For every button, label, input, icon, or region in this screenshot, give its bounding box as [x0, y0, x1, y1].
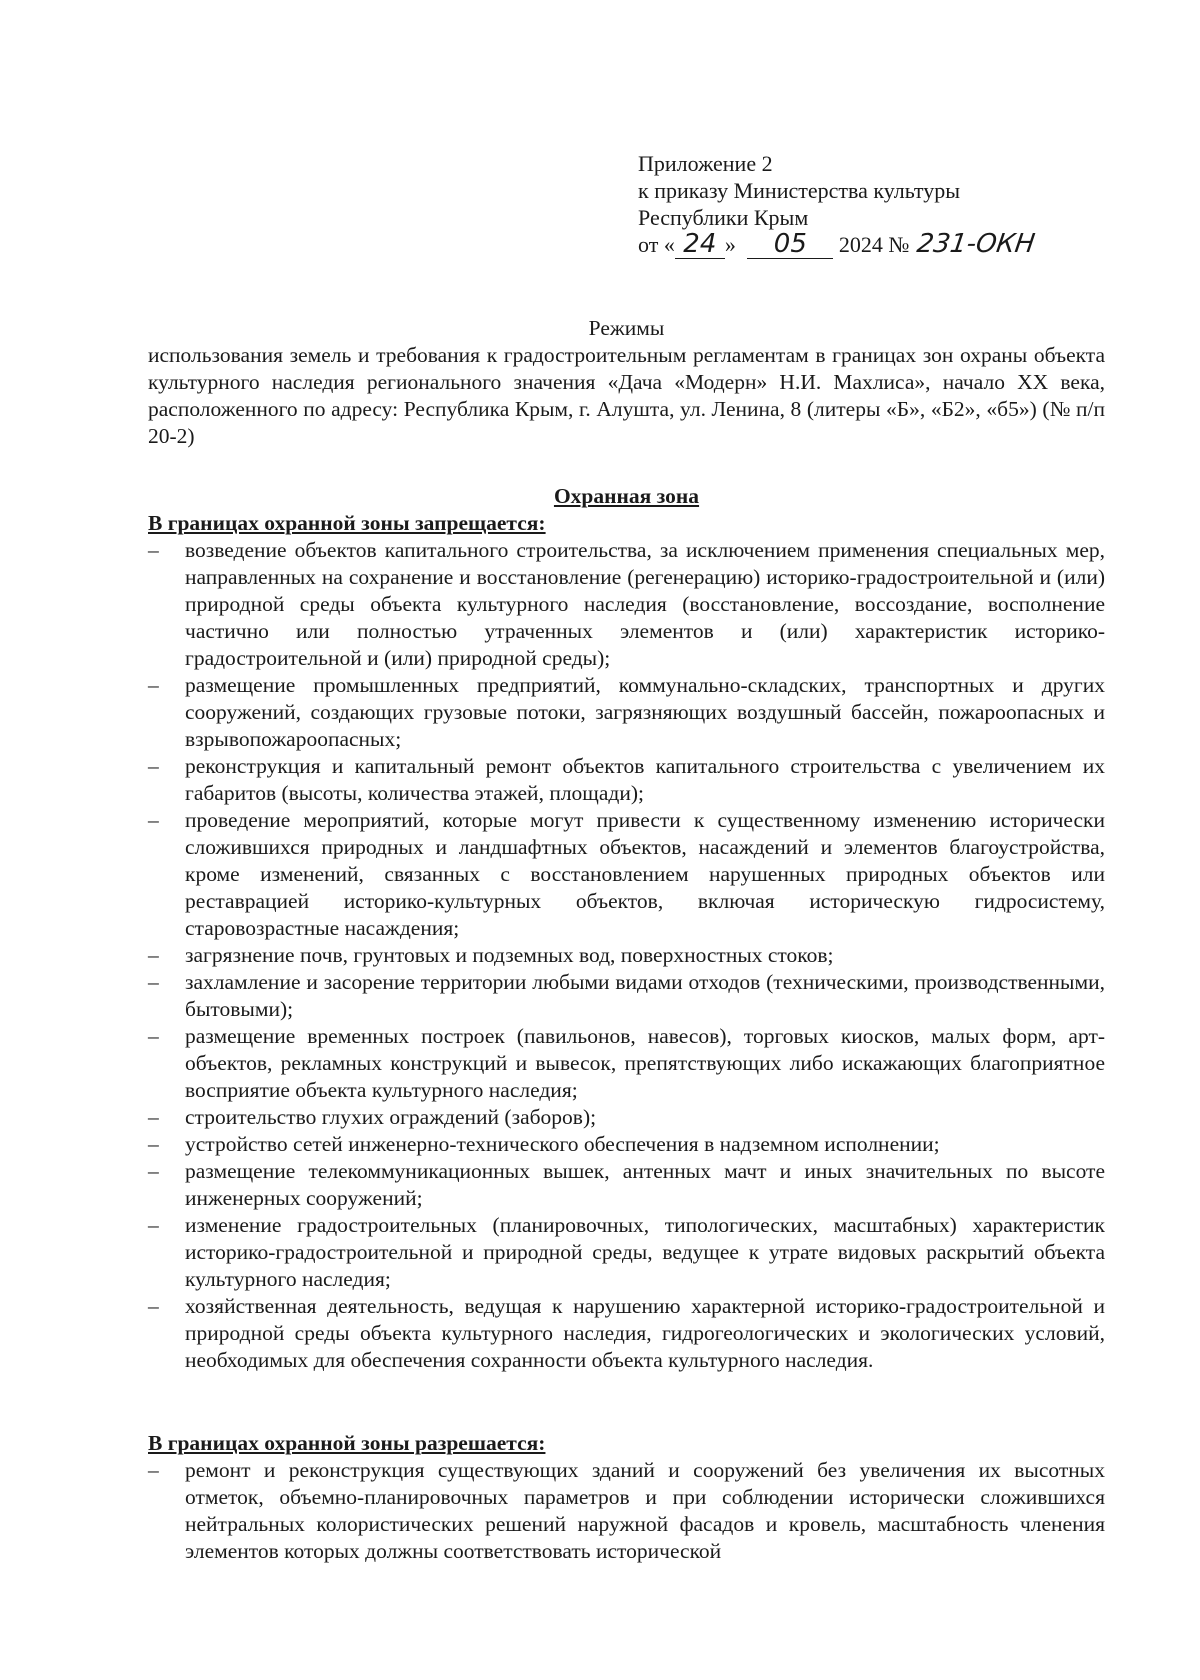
dash-marker: – — [148, 1105, 159, 1129]
list-item — [148, 1457, 1105, 1565]
appendix-line-3: Республики Крым — [638, 205, 809, 230]
dash-marker: – — [148, 1159, 159, 1183]
list-item — [148, 1293, 1105, 1374]
permitted-heading: В границах охранной зоны разрешается: — [148, 1431, 546, 1455]
permitted-list — [148, 1457, 1105, 1565]
prohibited-section — [148, 510, 1105, 1374]
list-item — [148, 1212, 1105, 1293]
list-item-text: загрязнение почв, грунтовых и подземных вод, поверхностных стоков; — [185, 943, 834, 967]
list-item-text: устройство сетей инженерно-технического обеспечения в надземном исполнении; — [185, 1132, 940, 1156]
list-item — [148, 942, 1105, 969]
date-year: 2024 № — [838, 232, 910, 257]
list-item-text: размещение временных построек (павильонов, навесов), торговых киосков, малых форм, арт-объектов, рекламных конструкций и вывесок, препятствующих либо искажающих благоприятное восприятие объекта культурного наследия; — [185, 1024, 1105, 1102]
prohibited-heading: В границах охранной зоны запрещается: — [148, 511, 546, 535]
list-item — [148, 537, 1105, 672]
appendix-date-line — [638, 229, 1037, 259]
appendix-header — [638, 150, 1037, 259]
dash-marker: – — [148, 1024, 159, 1048]
list-item-text: захламление и засорение территории любыми видами отходов (техническими, производственными, бытовыми); — [185, 970, 1105, 1021]
list-item-text: проведение мероприятий, которые могут привести к существенному изменению исторически сложившихся природных и ландшафтных объектов, насаждений и элементов благоустройства, кроме изменений, связанных с восстановлением нарушенных природных объектов или реставрацией историко-культурных объектов, включая историческую гидросистему, старовозрастные насаждения; — [185, 808, 1105, 940]
list-item — [148, 1131, 1105, 1158]
list-item — [148, 672, 1105, 753]
date-mid: » — [724, 232, 736, 257]
list-item-text: размещение телекоммуникационных вышек, антенных мачт и иных значительных по высоте инженерных сооружений; — [185, 1159, 1105, 1210]
dash-marker: – — [148, 538, 159, 562]
list-item — [148, 1158, 1105, 1212]
date-month-handwritten: 05 — [773, 229, 807, 259]
list-item-text: изменение градостроительных (планировочных, типологических, масштабных) характеристик историко-градостроительной и природной среды, ведущее к утрате видовых раскрытий объекта культурного наследия; — [185, 1213, 1105, 1291]
appendix-line-2: к приказу Министерства культуры — [638, 178, 961, 203]
dash-marker: – — [148, 1458, 159, 1482]
list-item-text: ремонт и реконструкция существующих зданий и сооружений без увеличения их высотных отметок, объемно-планировочных параметров и при соблюдении исторически сложившихся нейтральных колористических решений наружной фасадов и кровель, масштабность членения элементов которых должны соответствовать исторической — [185, 1458, 1105, 1563]
list-item-text: размещение промышленных предприятий, коммунально-складских, транспортных и других сооружений, создающих грузовые потоки, загрязняющих воздушный бассейн, пожароопасных и взрывопожароопасных; — [185, 673, 1105, 751]
list-item-text: реконструкция и капитальный ремонт объектов капитального строительства с увеличением их габаритов (высоты, количества этажей, площади); — [185, 754, 1105, 805]
dash-marker: – — [148, 1213, 159, 1237]
prohibited-list — [148, 537, 1105, 1374]
dash-marker: – — [148, 1294, 159, 1318]
dash-marker: – — [148, 943, 159, 967]
dash-marker: – — [148, 1132, 159, 1156]
dash-marker: – — [148, 673, 159, 697]
list-item — [148, 1104, 1105, 1131]
appendix-line-1: Приложение 2 — [638, 151, 773, 176]
list-item — [148, 1023, 1105, 1104]
title-word: Режимы — [588, 316, 665, 340]
list-item — [148, 753, 1105, 807]
list-item-text: возведение объектов капитального строительства, за исключением применения специальных мер, направленных на сохранение и восстановление (регенерацию) историко-градостроительной и (или) природной среды объекта культурного наследия (восстановление, воссоздание, восполнение частично или полностью утраченных элементов и (или) характеристик историко-градостроительной и (или) природной среды); — [185, 538, 1105, 670]
document-title-block — [148, 315, 1105, 450]
dash-marker: – — [148, 970, 159, 994]
order-number-handwritten: 231-ОКН — [914, 229, 1037, 259]
permitted-section — [148, 1430, 1105, 1565]
title-text: использования земель и требования к градостроительным регламентам в границах зон охраны объекта культурного наследия регионального значения «Дача «Модерн» Н.И. Махлиса», начало XX века, расположенного по адресу: Республика Крым, г. Алушта, ул. Ленина, 8 (литеры «Б», «Б2», «б5») (№ п/п 20-2) — [148, 343, 1105, 448]
list-item-text: хозяйственная деятельность, ведущая к нарушению характерной историко-градостроительной и природной среды объекта культурного наследия, гидрогеологических и экологических условий, необходимых для обеспечения сохранности объекта культурного наследия. — [185, 1294, 1105, 1372]
dash-marker: – — [148, 754, 159, 778]
list-item-text: строительство глухих ограждений (заборов); — [185, 1105, 597, 1129]
list-item — [148, 807, 1105, 942]
dash-marker: – — [148, 808, 159, 832]
section-title: Охранная зона — [553, 484, 700, 508]
date-day-handwritten: 24 — [683, 229, 717, 259]
list-item — [148, 969, 1105, 1023]
date-prefix: от « — [638, 232, 675, 257]
